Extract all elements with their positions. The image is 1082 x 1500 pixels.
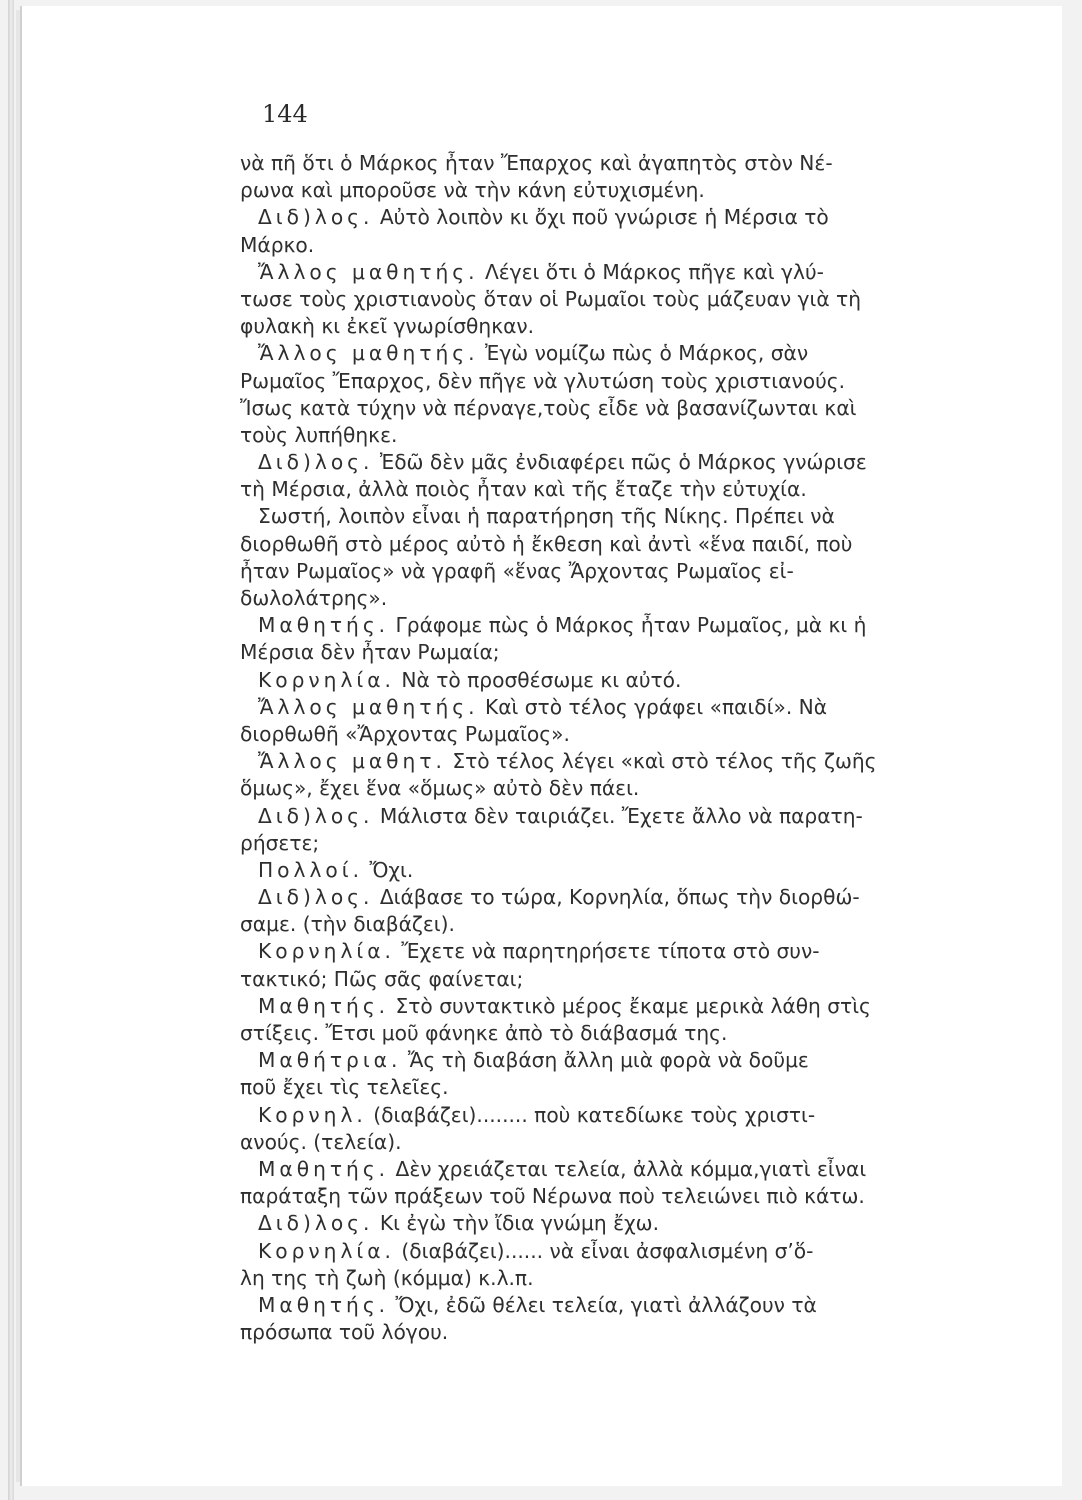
- speaker-name: Μαθητής.: [258, 1156, 390, 1181]
- text-line: [240, 503, 960, 530]
- text-line: [240, 204, 960, 231]
- text-line: [240, 476, 960, 503]
- text-line: [240, 911, 960, 938]
- line-text: παράταξη τῶν πράξεων τοῦ Νέρωνα ποὺ τελειώνει πιὸ κάτω.: [240, 1184, 865, 1209]
- text-line: [240, 803, 960, 830]
- line-text: Μάρκο.: [240, 232, 315, 257]
- speaker-name: Κορνηλία.: [258, 1238, 395, 1263]
- line-text: (διαβάζει)...... νὰ εἶναι ἀσφαλισμένη σ’ὅ-: [394, 1238, 814, 1263]
- line-text: τωσε τοὺς χριστιανοὺς ὅταν οἱ Ρωμαῖοι τοὺς μάζευαν γιὰ τὴ: [240, 286, 861, 311]
- line-text: ανούς. (τελεία).: [240, 1129, 402, 1154]
- speaker-name: Πολλοί.: [258, 857, 364, 882]
- text-line: [240, 1292, 960, 1319]
- line-text: τακτικό; Πῶς σᾶς φαίνεται;: [240, 966, 524, 991]
- line-text: σαμε. (τὴν διαβάζει).: [240, 912, 455, 937]
- text-line: [240, 1156, 960, 1183]
- text-line: [240, 1210, 960, 1237]
- line-text: Αὐτὸ λοιπὸν κι ὄχι ποῦ γνώρισε ἡ Μέρσια τὸ: [373, 205, 829, 230]
- text-line: [240, 259, 960, 286]
- page-number: 144: [262, 100, 308, 128]
- text-line: [240, 884, 960, 911]
- line-text: Γράφομε πὼς ὁ Μάρκος ἦταν Ρωμαῖος, μὰ κι ἡ: [389, 613, 867, 638]
- speaker-name: Μαθητής.: [258, 613, 390, 638]
- line-text: Ἐδῶ δὲν μᾶς ἐνδιαφέρει πῶς ὁ Μάρκος γνώρισε: [373, 450, 867, 475]
- line-text: Ρωμαῖος Ἔπαρχος, δὲν πῆγε νὰ γλυτώση τοὺς χριστιανούς.: [240, 368, 846, 393]
- line-text: Ὄχι, ἐδῶ θέλει τελεία, γιατὶ ἀλλάζουν τὰ: [389, 1292, 817, 1317]
- line-text: Ἔχετε νὰ παρητηρήσετε τίποτα στὸ συν-: [394, 939, 820, 964]
- text-line: [240, 639, 960, 666]
- line-text: Μέρσια δὲν ἦταν Ρωμαία;: [240, 640, 500, 665]
- text-line: [240, 857, 960, 884]
- text-line: [240, 286, 960, 313]
- line-text: Λέγει ὅτι ὁ Μάρκος πῆγε καὶ γλύ-: [478, 259, 824, 284]
- text-line: [240, 1129, 960, 1156]
- line-text: Καὶ στὸ τέλος γράφει «παιδί». Νὰ: [478, 694, 828, 719]
- line-text: Νὰ τὸ προσθέσωμε κι αὐτό.: [394, 667, 682, 692]
- text-line: [240, 830, 960, 857]
- speaker-name: Κορνηλ.: [258, 1102, 367, 1127]
- speaker-name: Μαθήτρια.: [258, 1048, 402, 1073]
- text-line: [240, 368, 960, 395]
- speaker-name: Διδ)λος.: [258, 450, 374, 475]
- line-text: Ἐγὼ νομίζω πὼς ὁ Μάρκος, σὰν: [478, 341, 809, 366]
- text-line: [240, 1047, 960, 1074]
- line-text: στίξεις. Ἔτσι μοῦ φάνηκε ἀπὸ τὸ διάβασμά της.: [240, 1021, 728, 1045]
- line-text: ρωνα καὶ μποροῦσε νὰ τὴν κάνη εὐτυχισμένη.: [240, 178, 705, 203]
- speaker-name: Κορνηλία.: [258, 939, 395, 964]
- text-line: [240, 612, 960, 639]
- speaker-name: Κορνηλία.: [258, 667, 395, 692]
- line-text: Μάλιστα δὲν ταιριάζει. Ἔχετε ἄλλο νὰ παρατη-: [373, 803, 863, 828]
- line-text: (διαβάζει)........ ποὺ κατεδίωκε τοὺς χριστι-: [366, 1102, 816, 1127]
- speaker-name: Ἄλλος μαθητής.: [258, 694, 479, 719]
- speaker-name: Διδ)λος.: [258, 803, 374, 828]
- text-line: [240, 585, 960, 612]
- text-line: [240, 232, 960, 259]
- text-line: [240, 1238, 960, 1265]
- dialogue-text: [240, 150, 960, 1346]
- text-line: [240, 1020, 960, 1047]
- speaker-name: Ἄλλος μαθητής.: [258, 259, 479, 284]
- line-text: Κι ἐγὼ τὴν ἴδια γνώμη ἔχω.: [373, 1211, 659, 1236]
- text-line: [240, 313, 960, 340]
- text-line: [240, 966, 960, 993]
- text-line: [240, 694, 960, 721]
- line-text: Σωστή, λοιπὸν εἶναι ἡ παρατήρηση τῆς Νίκης. Πρέπει νὰ: [258, 504, 835, 529]
- text-line: [240, 395, 960, 422]
- line-text: Ἴσως κατὰ τύχην νὰ πέρναγε,τοὺς εἶδε νὰ βασανίζωνται καὶ: [240, 395, 857, 420]
- text-line: [240, 1265, 960, 1292]
- line-text: ποῦ ἔχει τὶς τελεῖες.: [240, 1075, 449, 1100]
- speaker-name: Διδ)λος.: [258, 1211, 374, 1236]
- line-text: ἦταν Ρωμαῖος» νὰ γραφῆ «ἕνας Ἄρχοντας Ρωμαῖος εἰ-: [240, 558, 794, 583]
- text-line: [240, 667, 960, 694]
- line-text: ὅμως», ἔχει ἕνα «ὅμως» αὐτὸ δὲν πάει.: [240, 776, 640, 801]
- line-text: Δὲν χρειάζεται τελεία, ἀλλὰ κόμμα,γιατὶ εἶναι: [389, 1156, 867, 1181]
- text-line: [240, 150, 960, 177]
- line-text: τὴ Μέρσια, ἀλλὰ ποιὸς ἦταν καὶ τῆς ἔταζε τὴν εὐτυχία.: [240, 477, 807, 502]
- speaker-name: Μαθητής.: [258, 993, 390, 1018]
- speaker-name: Μαθητής.: [258, 1292, 390, 1317]
- line-text: δωλολάτρης».: [240, 586, 388, 610]
- line-text: Ὄχι.: [363, 857, 414, 882]
- text-line: [240, 340, 960, 367]
- line-text: Ἄς τὴ διαβάση ἄλλη μιὰ φορὰ νὰ δοῦμε: [401, 1048, 809, 1073]
- line-text: Διάβασε το τώρα, Κορνηλία, ὅπως τὴν διορθώ-: [373, 885, 860, 910]
- line-text: ρήσετε;: [240, 830, 320, 855]
- text-line: [240, 1183, 960, 1210]
- line-text: διορθωθῆ «Ἄρχοντας Ρωμαῖος».: [240, 721, 570, 746]
- text-line: [240, 721, 960, 748]
- speaker-name: Ἄλλος μαθητ.: [258, 749, 446, 774]
- line-text: Στὸ συντακτικὸ μέρος ἔκαμε μερικὰ λάθη στὶς: [389, 993, 871, 1018]
- line-text: λη της τὴ ζωὴ (κόμμα) κ.λ.π.: [240, 1265, 534, 1290]
- speaker-name: Ἄλλος μαθητής.: [258, 341, 479, 366]
- text-line: [240, 775, 960, 802]
- text-line: [240, 748, 960, 775]
- text-line: [240, 1074, 960, 1101]
- page-edge: [8, 0, 14, 1500]
- speaker-name: Διδ)λος.: [258, 205, 374, 230]
- text-line: [240, 531, 960, 558]
- text-line: [240, 993, 960, 1020]
- text-line: [240, 177, 960, 204]
- text-line: [240, 558, 960, 585]
- text-line: [240, 1102, 960, 1129]
- text-line: [240, 1319, 960, 1346]
- text-line: [240, 449, 960, 476]
- line-text: νὰ πῆ ὅτι ὁ Μάρκος ἦταν Ἔπαρχος καὶ ἀγαπητὸς στὸν Νέ-: [240, 151, 833, 175]
- text-line: [240, 422, 960, 449]
- line-text: φυλακὴ κι ἐκεῖ γνωρίσθηκαν.: [240, 314, 535, 339]
- line-text: διορθωθῆ στὸ μέρος αὐτὸ ἡ ἔκθεση καὶ ἀντὶ «ἕνα παιδί, ποὺ: [240, 531, 853, 556]
- line-text: πρόσωπα τοῦ λόγου.: [240, 1320, 449, 1345]
- line-text: Στὸ τέλος λέγει «καὶ στὸ τέλος τῆς ζωῆς: [445, 749, 877, 774]
- speaker-name: Διδ)λος.: [258, 885, 374, 910]
- line-text: τοὺς λυπήθηκε.: [240, 422, 398, 447]
- text-line: [240, 938, 960, 965]
